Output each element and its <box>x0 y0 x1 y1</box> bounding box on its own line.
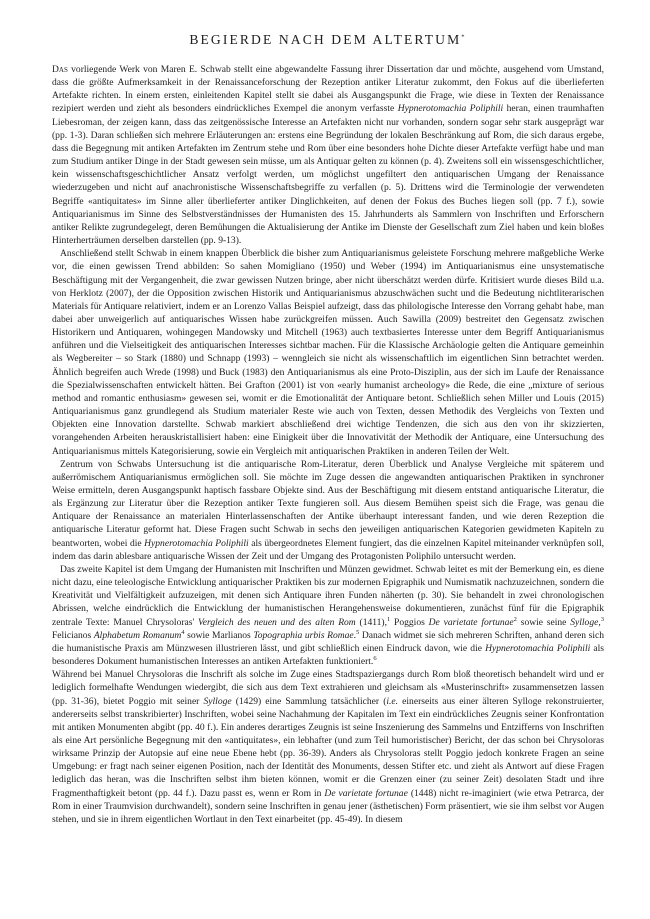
text-run: Zentrum von Schwabs Untersuchung ist die antiquarische Rom-Literatur, deren Überblick und Analyse Vergleiche mit späterem und außerrömischem Antiquarianismus ermöglichen soll. Sie möchte im Zuge dessen die angewandten antiquarischen Praktiken in synchroner Weise ermitteln, deren Ausgangspunkt haptisch fassbare Objekte sind. Aus der Beschäftigung mit diesem entstand antiquarische Literatur, die als Ergänzung zur Literatur über die Rezeption antiker Texte fungieren soll. Aus diesem Bemühen speist sich die Frage, was genau die Antiquare der Renaissance an materialen Hinterlassenschaften der Antike überhaupt interessant fanden, und wie deren Rezeption die antiquarische Literatur geformt hat. Diese Fragen sucht Schwab in sechs den jeweiligen antiquarischen Kategorien gewidmeten Kapiteln zu beantworten, wobei die <box>52 458 604 549</box>
text-run: heran, einen traumhaften Liebesroman, der zeigen kann, dass das zeitgenössische Interesse an Artefakten nicht nur vorhanden, sondern sogar sehr stark ausgeprägt war (pp. 1-3). Daran schließen sich mehrere Erläuterungen an: erstens eine Begründung der lokalen Beschränkung auf Rom, die sich daraus ergebe, dass die Begegnung mit antiken Artefakten im Zentrum stehe und Rom über eine besonders hohe Dichte dieser Artefakte verfügt habe und man zum Studium antiker Dinge in der Stadt gewesen sein müsse, um als Antiquar gelten zu können (p. 4). Zweitens soll ein wissensgeschichtlicher, kein wissenschaftsgeschichtlicher Ansatz verfolgt werden, um möglichst ungefiltert den antiquarischen Umgang der Renaissance wiederzugeben und nicht auf anachronistische Wissenschaftsbegriffe zu verfallen (p. 5). Drittens wird die Terminologie der verwendeten Begriffe «antiquitates» im Sinne aller überlieferter antiker Dinglichkeiten, auf denen der Fokus des Buches liegen soll (pp. 7 f.), sowie Antiquarianismus im Sinne des Selbstverständnisses der Humanisten des 15. Jahrhunderts als Sammlern von Inschriften und Erforschern antiker Relikte zugrundegelegt, deren Bemühungen die Aktualisierung der Antike im Dienste der Gesellschaft zum Ziel haben und kein bloßes Hinterherträumen derselben darstellen (pp. 9-13). <box>52 103 604 247</box>
lead-in-word: Das <box>52 64 68 75</box>
footnote-ref: 3 <box>600 615 604 623</box>
text-run: (1448) nicht re-imaginiert (wie etwa Petrarca, der Rom in einer Traumvision durchwandelt), sondern seine Inschriften in genau jener (ästhetischen) Form präsentiert, wie sie ihm selbst vor Augen stehen, und sie in ihrem eigentlichen Wortlaut in den Text einarbeitet (pp. 45-49). In diesem <box>52 787 604 825</box>
text-run: Poggios <box>390 616 429 628</box>
text-run: einerseits aus einer älteren Sylloge rekonstruierter, andererseits selbst transkribierter) Inschriften, wobei seine Nachahmung der Kapitalen im Text ein eindrückliches Zeugnis seiner Konfrontation mit antiken Monumenten abgibt (pp. 40 f.). Ein anderes derartiges Zeugnis ist seine Inszenierung des Sammelns und Entzifferns von Inschriften als eine Art persönliche Begegnung mit den «antiquitates», ein lebhafter (und zum Teil humoristischer) Bericht, der das schon bei Chrysoloras wirksame Prinzip der Autopsie auf eine neue Ebene hebt (pp. 36-39). Anders als Chrysoloras stellt Poggio jedoch konkrete Fragen an seine Umgebung: er fragt nach seiner eigenen Position, nach der Identität des Monuments, dessen Stifter etc. und zieht als Antwort auf diese Fragen lediglich das heran, was die Inschriften selbst ihm bieten können, womit er die Grenzen einer (zu seiner Zeit) desolaten Stadt und ihre Fragmenthaftigkeit betont (pp. 44 f.). Dazu passt es, wenn er Rom in <box>52 695 604 799</box>
article-title <box>52 32 604 48</box>
footnote-ref: 6 <box>373 654 377 662</box>
italic-title: Vergleich des neuen und des alten Rom <box>198 616 356 628</box>
italic-title: De varietate fortunae <box>324 787 408 799</box>
footnote-ref: 1 <box>387 615 391 623</box>
italic-title: Hypnerotomachia Poliphili <box>397 103 504 115</box>
text-run: (1429) eine Sammlung tatsächlicher ( <box>231 695 387 707</box>
italic-title: Sylloge <box>203 695 232 707</box>
body-paragraph <box>52 247 604 458</box>
text-run: Während bei Manuel Chrysoloras die Inschrift als solche im Zuge eines Stadtspaziergangs durch Rom bloß theoretisch behandelt wird und er lediglich formelhafte Wendungen wiedergibt, die sich aus dem Text extrahieren und gleichsam als «Musterinschrift» zusammensetzen lassen (pp. 31-36), bietet Poggio mit seiner <box>52 669 604 707</box>
footnote-ref: 2 <box>513 615 517 623</box>
italic-title: i.e. <box>386 695 399 707</box>
text-run: sowie Marlianos <box>184 629 254 641</box>
text-run: vorliegende Werk von Maren E. Schwab stellt eine abgewandelte Fassung ihrer Dissertation dar und möchte, ausgehend vom Umstand, dass die größte Aufmerksamkeit in der Renaissanceforschung der Rezeption antiker Literatur zukommt, den Fokus auf die überlieferten Artefakte richten. In einem ersten, einleitenden Kapitel stellt sie dabei als Ausgangspunkt die Frage, wie diese in Texten der Renaissance rezipiert werden und zieht als besonders eindrückliches Exempel die anonym verfasste <box>52 64 604 115</box>
footnote-ref: 5 <box>356 628 360 636</box>
body-paragraph <box>52 563 604 668</box>
text-run: (1411), <box>355 616 387 628</box>
text-run: Das zweite Kapitel ist dem Umgang der Humanisten mit Inschriften und Münzen gewidmet. Schwab leitet es mit der Bemerkung ein, es diene nicht dazu, eine teleologische Entwicklung antiquarischer Praktiken bis zur modernen Epigraphik und Numismatik nachzuzeichnen, sondern die Kreativität und Vielfältigkeit aufzuzeigen, mit denen sich Antiquare ihren Funden näherten (p. 30). Sie behandelt in zwei chronologischen Abrissen, welche eindrücklich die Entwicklung der humanistischen Herangehensweise dokumentieren, zunächst fünf für die Epigraphik zentrale Texte: Manuel Chrysoloras' <box>52 563 604 628</box>
italic-title: Hypnerotomachia Poliphili <box>485 642 591 654</box>
article-body <box>52 63 604 826</box>
italic-title: Topographia urbis Romae <box>253 629 354 641</box>
text-run: Anschließend stellt Schwab in einem knappen Überblick die bisher zum Antiquarianismus geleistete Forschung mehrere maßgebliche Werke vor, die einen gewissen Trend abbilden: So sahen Momigliano (1950) und Weber (1994) im Antiquarianismus eine unsystematische Beschäftigung mit der Vergangenheit, die zwar gewissen Nutzen bringe, aber nicht überschätzt werden dürfe. Kritisiert wurde dieses Bild u.a. von Herklotz (2007), der die Opposition zwischen Historik und Antiquarianismus abzuschwächen sucht und die Bedeutung nichtliterarischen Materials für Antiquare relativiert, indem er an Lorenzo Vallas Beispiel aufzeigt, dass das philologische Interesse den Vorrang gehabt habe, man dabei aber unweigerlich auf antiquarisches Wissen habe zurückgreifen müssen. Auch Sawilla (2009) bestreitet den Gegensatz zwischen Historikern und Antiquaren, wohingegen Mandowsky und Mitchell (1963) auch textbasiertes Interesse unter dem Begriff Antiquarianismus anführen und die Vielseitigkeit des antiquarischen Interesses sichtbar machen. Für die Klassische Archäologie gelten die Antiquare gemeinhin als Wegbereiter – so Stark (1880) und Schnapp (1993) – wenngleich sie nicht als wissenschaftlich im eigentlichen Sinn betrachtet werden. Ähnlich begreifen auch Wrede (1998) und Buck (1983) den Antiquarianismus als eine Proto-Disziplin, aus der sich im Laufe der Renaissance die Spezialwissenschaften entwickelt hätten. Bei Grafton (2001) ist von «early humanist archeology» die Rede, die eine „mixture of serious method and romantic enthusiasm» gewesen sei, womit er die Emotionalität der Antiquare betont. Schließlich sehen Miller und Louis (2015) Antiquarianismus ganz grundlegend als Studium materialer Reste wie auch von Texten, dessen Methodik des Vergleichs von Texten und Objekten eine Innovation darstellte. Schwab markiert abschließend drei wichtige Tendenzen, die sich aus den von ihr skizzierten, vorangehenden Arbeiten herauskristallisiert haben: eine Einigkeit über die Innovativität der Methodik der Antiquare, eine Untersuchung des Antiquarianismus mittels Kategorisierung, sowie ein Vergleich mit antiquarischen Praktiken in anderen Teilen der Welt. <box>52 248 604 457</box>
footnote-ref: 4 <box>181 628 185 636</box>
title-footnote-mark: * <box>461 33 467 41</box>
body-paragraph <box>52 458 604 563</box>
text-run: Danach widmet sie sich mehreren Schriften, anhand deren sich die humanistische Praxis am Münzwesen illustrieren lässt, und gibt schließlich einen Eindruck davon, wie die <box>52 629 604 654</box>
italic-title: Sylloge <box>570 616 599 628</box>
italic-title: Hypnerotomachia Poliphili <box>144 537 249 549</box>
text-run: , <box>598 616 601 628</box>
italic-title: De varietate fortunae <box>428 616 514 628</box>
text-run: als übergeordnetes Element fungiert, das die einzelnen Kapitel miteinander verknüpfen soll, indem das darin ablesbare antiquarische Wissen der Zeit und der Umgang des Protagonisten Poliphilo untersucht werden. <box>52 537 604 562</box>
body-paragraph <box>52 63 604 247</box>
text-run: . <box>353 629 357 641</box>
text-run: Felicianos <box>52 629 94 641</box>
body-paragraph <box>52 668 604 826</box>
text-run: als besonderes Dokument humanistischen Interesses an antiken Artefakten funktioniert. <box>52 642 604 668</box>
article-title-text: BEGIERDE NACH DEM ALTERTUM <box>189 32 462 47</box>
italic-title: Alphabetum Romanum <box>93 629 182 641</box>
text-run: sowie seine <box>516 616 571 628</box>
